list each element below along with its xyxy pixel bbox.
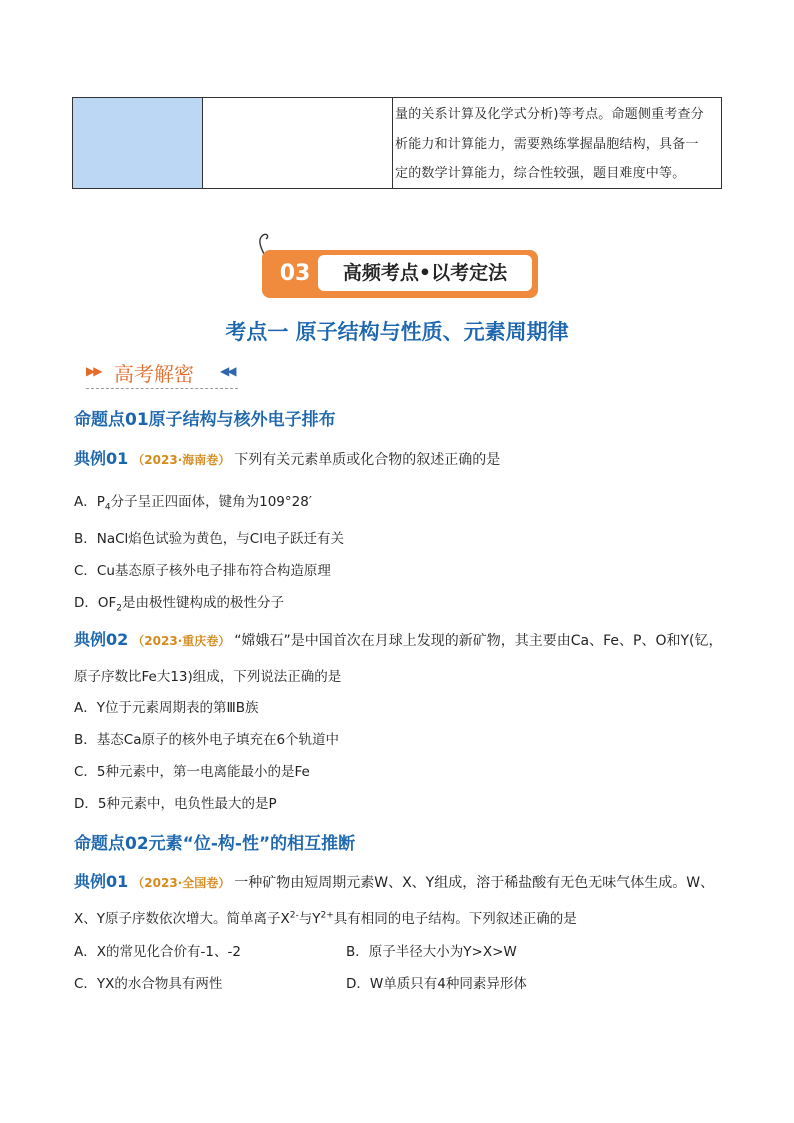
option-a: A．$P_4$分子呈正四面体，键角为109°28′ bbox=[74, 494, 312, 513]
example-label: 典例01 bbox=[74, 872, 129, 891]
question-line: 原子序数比Fe大13)组成，下列说法正确的是 bbox=[74, 669, 342, 685]
example-source: （2023·重庆卷） bbox=[132, 634, 231, 648]
table-cell-text bbox=[395, 100, 723, 189]
option-b: B．基态Ca原子的核外电子填充在6个轨道中 bbox=[74, 732, 340, 748]
example-header bbox=[74, 869, 714, 892]
table-cell-blue bbox=[73, 98, 203, 188]
right-arrows-icon: ▶▶ bbox=[86, 364, 101, 378]
example-label: 典例02 bbox=[74, 630, 129, 649]
example-question: “嫦娥石”是中国首次在月球上发现的新矿物，其主要由Ca、Fe、P、O和Y(钇， bbox=[234, 633, 723, 649]
banner-title: 高频考点•以考定法 bbox=[318, 255, 532, 291]
question-line: X、Y原子序数依次增大。简单离子$X^{2-}$与$Y^{2+}$具有相同的电子结构。下列叙述正确的是 bbox=[74, 910, 577, 927]
table-line: 析能力和计算能力，需要熟练掌握晶胞结构，具备一 bbox=[395, 136, 699, 152]
example-header bbox=[74, 627, 723, 650]
option-d: D．$OF_2$是由极性键构成的极性分子 bbox=[74, 595, 285, 614]
option-b: B．原子半径大小为Y>X>W bbox=[346, 944, 517, 960]
option-c: C．YX的水合物具有两性 bbox=[74, 976, 223, 992]
option-c: C．5种元素中，第一电离能最小的是Fe bbox=[74, 764, 310, 780]
left-arrows-icon: ◀◀ bbox=[220, 364, 235, 378]
section-title: 命题点02元素“位-构-性”的相互推断 bbox=[74, 834, 356, 854]
option-a: A．X的常见化合价有-1、-2 bbox=[74, 944, 241, 960]
table-line: 定的数学计算能力，综合性较强，题目难度中等。 bbox=[395, 166, 686, 181]
option-a: A．Y位于元素周期表的第ⅢB族 bbox=[74, 700, 259, 716]
section-banner bbox=[256, 230, 546, 302]
example-label: 典例01 bbox=[74, 449, 129, 468]
example-question: 下列有关元素单质或化合物的叙述正确的是 bbox=[234, 452, 501, 468]
table-cell-empty bbox=[203, 98, 393, 188]
gaokao-label: 高考解密 bbox=[114, 362, 194, 386]
section-title: 命题点01原子结构与核外电子排布 bbox=[74, 410, 336, 430]
option-c: C．Cu基态原子核外电子排布符合构造原理 bbox=[74, 563, 331, 579]
page-heading: 考点一 原子结构与性质、元素周期律 bbox=[225, 320, 569, 344]
dashed-divider bbox=[86, 388, 238, 389]
banner-number: 03 bbox=[279, 261, 311, 286]
example-header bbox=[74, 446, 500, 469]
example-question: 一种矿物由短周期元素W、X、Y组成，溶于稀盐酸有无色无味气体生成。W、 bbox=[234, 875, 715, 891]
option-d: D．W单质只有4种同素异形体 bbox=[346, 976, 527, 992]
option-b: B．NaCl焰色试验为黄色，与Cl电子跃迁有关 bbox=[74, 531, 344, 547]
example-source: （2023·海南卷） bbox=[132, 453, 231, 467]
table-line: 量的关系计算及化学式分析)等考点。命题侧重考查分 bbox=[395, 107, 704, 122]
example-source: （2023·全国卷） bbox=[132, 876, 231, 890]
option-d: D．5种元素中，电负性最大的是P bbox=[74, 796, 277, 812]
info-table bbox=[72, 97, 722, 189]
